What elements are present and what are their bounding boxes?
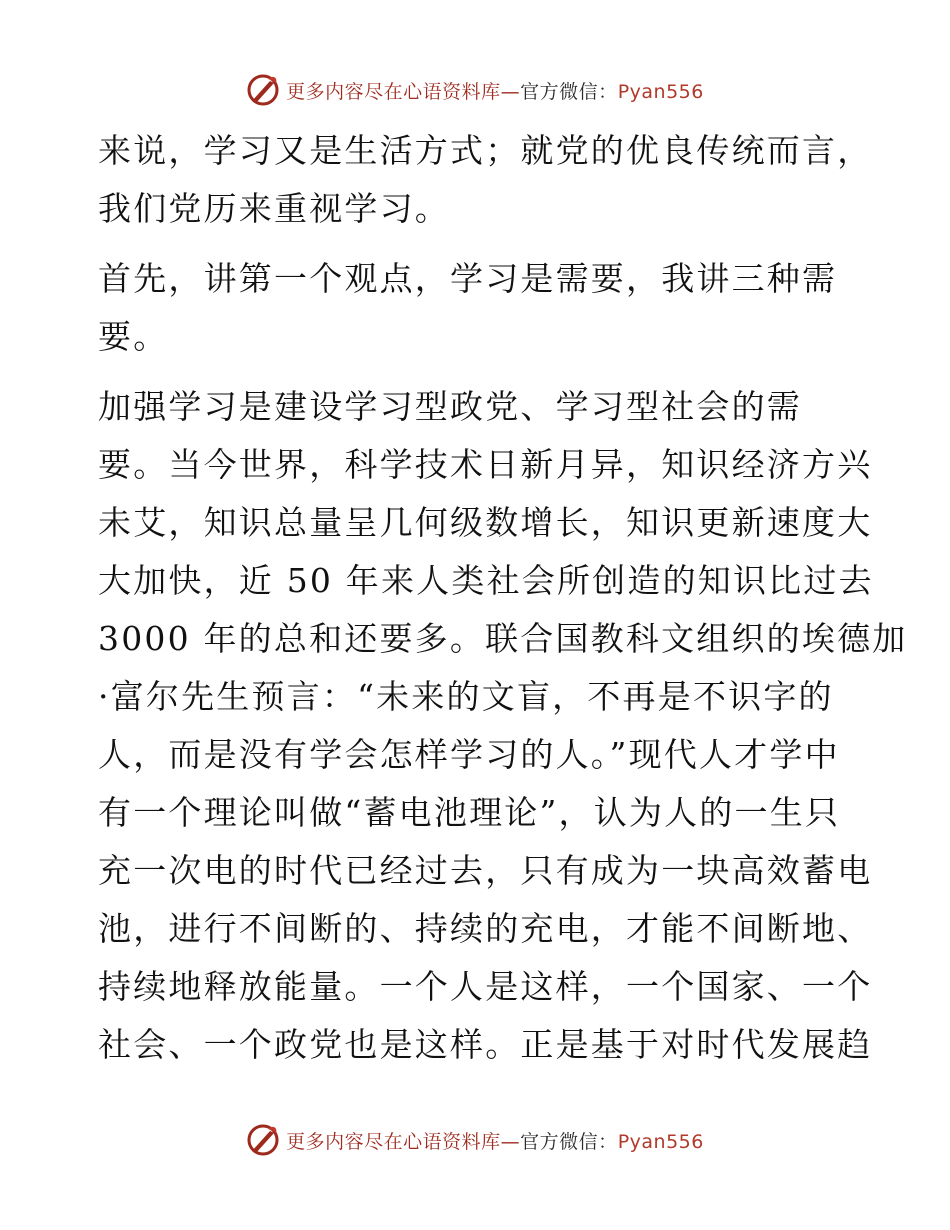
text-line: 未艾，知识总量呈几何级数增长，知识更新速度大 bbox=[98, 503, 873, 542]
text-line: 充一次电的时代已经过去，只有成为一块高效蓄电 bbox=[98, 851, 873, 890]
watermark-official-label: 官方微信： bbox=[520, 1130, 618, 1153]
paragraph-3 bbox=[98, 378, 908, 1074]
watermark-text bbox=[286, 77, 704, 104]
watermark-dash: — bbox=[500, 80, 521, 103]
watermark-handle: Pyan556 bbox=[617, 1130, 704, 1153]
header-watermark bbox=[0, 70, 950, 110]
text-line: 要。当今世界，科学技术日新月异，知识经济方兴 bbox=[98, 445, 873, 484]
paragraph-2 bbox=[98, 250, 858, 366]
text-line: 加强学习是建设学习型政党、学习型社会的需 bbox=[98, 387, 802, 426]
watermark-handle: Pyan556 bbox=[617, 80, 704, 103]
text-line: 要。 bbox=[98, 317, 169, 356]
watermark-text bbox=[286, 1127, 704, 1154]
text-line: 社会、一个政党也是这样。正是基于对时代发展趋 bbox=[98, 1025, 873, 1064]
quill-pen-logo-icon bbox=[246, 73, 280, 107]
footer-watermark bbox=[0, 1120, 950, 1160]
paragraph-1 bbox=[98, 122, 873, 238]
text-line: 3000 年的总和还要多。联合国教科文组织的埃德加 bbox=[98, 619, 908, 658]
text-line: 池，进行不间断的、持续的充电，才能不间断地、 bbox=[98, 909, 873, 948]
document-body bbox=[98, 122, 908, 1074]
watermark-site-text: 更多内容尽在心语资料库 bbox=[286, 80, 501, 103]
text-line: 有一个理论叫做“蓄电池理论”，认为人的一生只 bbox=[98, 793, 841, 832]
text-line: 人，而是没有学会怎样学习的人。”现代人才学中 bbox=[98, 735, 840, 774]
watermark-site-text: 更多内容尽在心语资料库 bbox=[286, 1130, 501, 1153]
text-line: 大加快，近 50 年来人类社会所创造的知识比过去 bbox=[98, 561, 874, 600]
watermark-official-label: 官方微信： bbox=[520, 80, 618, 103]
text-line: 来说，学习又是生活方式；就党的优良传统而言， bbox=[98, 131, 873, 170]
watermark-dash: — bbox=[500, 1130, 521, 1153]
text-line: ·富尔先生预言：“未来的文盲，不再是不识字的 bbox=[98, 677, 834, 716]
text-line: 首先，讲第一个观点，学习是需要，我讲三种需 bbox=[98, 259, 838, 298]
text-line: 持续地释放能量。一个人是这样，一个国家、一个 bbox=[98, 967, 873, 1006]
quill-pen-logo-icon bbox=[246, 1123, 280, 1157]
text-line: 我们党历来重视学习。 bbox=[98, 189, 450, 228]
